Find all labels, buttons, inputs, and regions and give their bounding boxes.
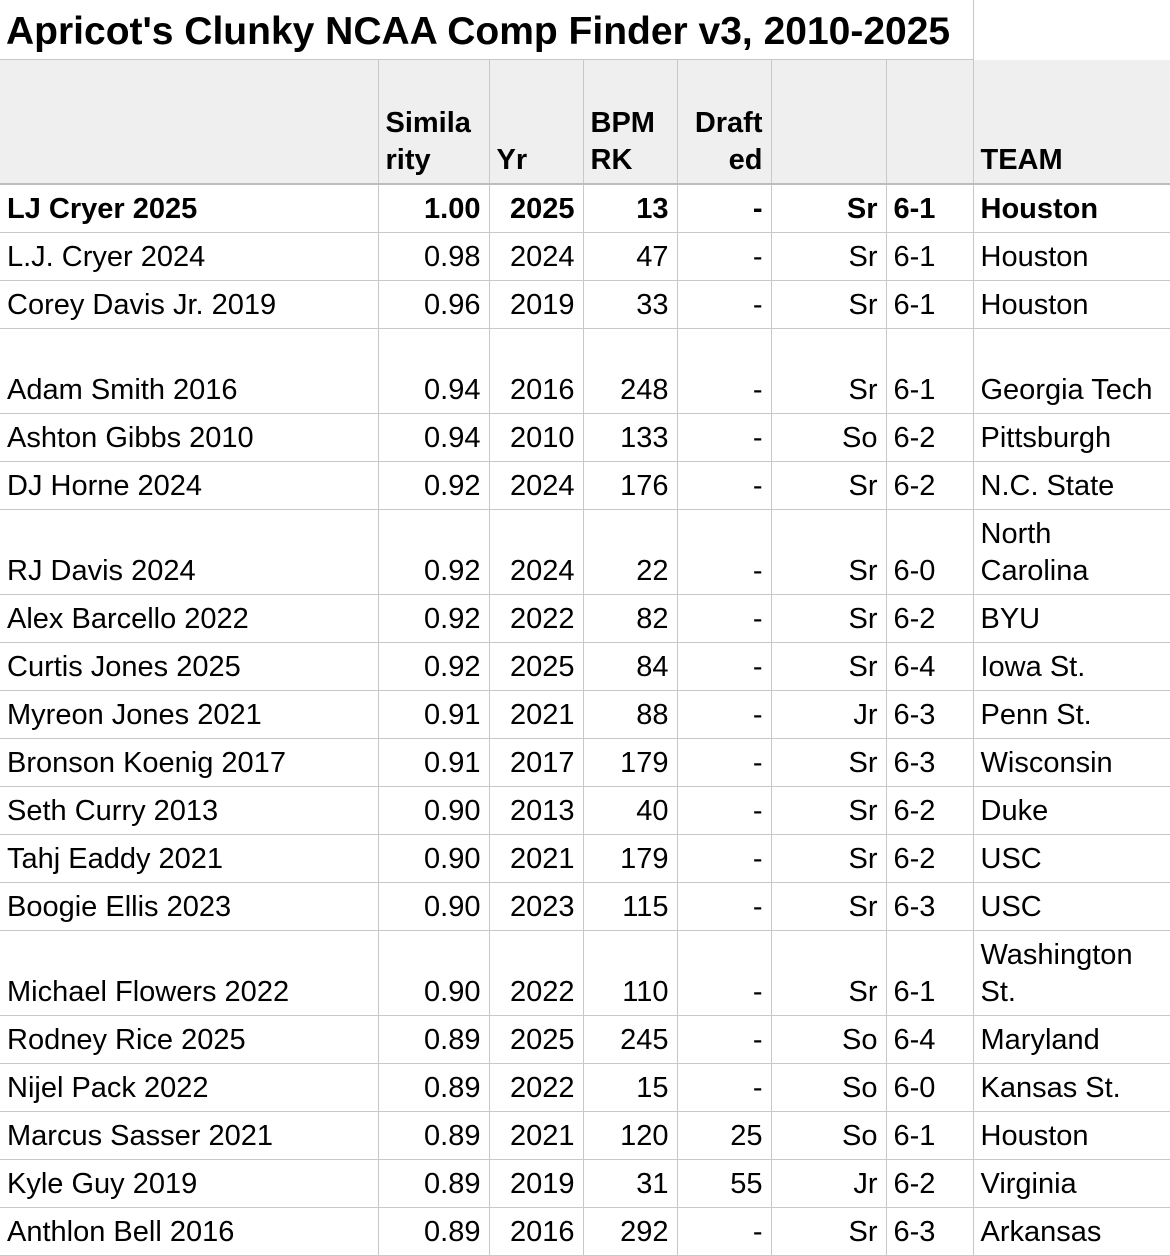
- cell-team[interactable]: Maryland: [973, 1015, 1170, 1063]
- header-height[interactable]: [886, 60, 973, 184]
- cell-similarity[interactable]: 0.90: [378, 882, 489, 930]
- cell-height[interactable]: 6-2: [886, 1159, 973, 1207]
- cell-similarity[interactable]: 0.92: [378, 642, 489, 690]
- cell-height[interactable]: 6-3: [886, 738, 973, 786]
- cell-drafted[interactable]: -: [677, 690, 771, 738]
- cell-height[interactable]: 6-2: [886, 786, 973, 834]
- cell-yr[interactable]: 2022: [489, 930, 583, 1015]
- cell-bpm-rk[interactable]: 13: [583, 184, 677, 232]
- cell-height[interactable]: 6-1: [886, 232, 973, 280]
- cell-similarity[interactable]: 0.92: [378, 461, 489, 509]
- cell-drafted[interactable]: -: [677, 413, 771, 461]
- cell-team[interactable]: Iowa St.: [973, 642, 1170, 690]
- cell-yr[interactable]: 2017: [489, 738, 583, 786]
- cell-drafted[interactable]: -: [677, 834, 771, 882]
- header-team[interactable]: TEAM: [973, 60, 1170, 184]
- table-row: [0, 184, 1170, 232]
- cell-similarity[interactable]: 0.98: [378, 232, 489, 280]
- cell-yr[interactable]: 2021: [489, 690, 583, 738]
- cell-class[interactable]: Sr: [771, 882, 886, 930]
- cell-yr[interactable]: 2023: [489, 882, 583, 930]
- cell-team[interactable]: Kansas St.: [973, 1063, 1170, 1111]
- cell-yr[interactable]: 2024: [489, 461, 583, 509]
- cell-similarity[interactable]: 0.89: [378, 1015, 489, 1063]
- cell-class[interactable]: Sr: [771, 184, 886, 232]
- table-row: [0, 461, 1170, 509]
- cell-team[interactable]: Houston: [973, 1111, 1170, 1159]
- cell-player[interactable]: Ashton Gibbs 2010: [0, 413, 378, 461]
- cell-height[interactable]: 6-1: [886, 328, 973, 413]
- cell-similarity[interactable]: 1.00: [378, 184, 489, 232]
- cell-bpm-rk[interactable]: 110: [583, 930, 677, 1015]
- table-row: [0, 413, 1170, 461]
- cell-player[interactable]: DJ Horne 2024: [0, 461, 378, 509]
- cell-height[interactable]: 6-3: [886, 690, 973, 738]
- cell-bpm-rk[interactable]: 15: [583, 1063, 677, 1111]
- cell-similarity[interactable]: 0.89: [378, 1159, 489, 1207]
- cell-player[interactable]: Nijel Pack 2022: [0, 1063, 378, 1111]
- cell-class[interactable]: Sr: [771, 930, 886, 1015]
- empty-cell[interactable]: [973, 0, 1170, 60]
- cell-similarity[interactable]: 0.89: [378, 1111, 489, 1159]
- cell-drafted[interactable]: -: [677, 882, 771, 930]
- cell-player[interactable]: Anthlon Bell 2016: [0, 1207, 378, 1255]
- cell-bpm-rk[interactable]: 22: [583, 509, 677, 594]
- cell-class[interactable]: Sr: [771, 786, 886, 834]
- cell-similarity[interactable]: 0.96: [378, 280, 489, 328]
- cell-yr[interactable]: 2021: [489, 1111, 583, 1159]
- title-row: [0, 0, 1170, 60]
- cell-height[interactable]: 6-2: [886, 413, 973, 461]
- table-row: [0, 509, 1170, 594]
- table-row: [0, 1063, 1170, 1111]
- header-similarity[interactable]: Simila rity: [378, 60, 489, 184]
- cell-drafted[interactable]: -: [677, 461, 771, 509]
- table-row: [0, 930, 1170, 1015]
- cell-bpm-rk[interactable]: 82: [583, 594, 677, 642]
- cell-height[interactable]: 6-2: [886, 834, 973, 882]
- cell-bpm-rk[interactable]: 47: [583, 232, 677, 280]
- cell-bpm-rk[interactable]: 120: [583, 1111, 677, 1159]
- table-row: [0, 690, 1170, 738]
- cell-team[interactable]: Washington St.: [973, 930, 1170, 1015]
- cell-class[interactable]: So: [771, 1111, 886, 1159]
- cell-bpm-rk[interactable]: 33: [583, 280, 677, 328]
- cell-yr[interactable]: 2019: [489, 1159, 583, 1207]
- cell-class[interactable]: Sr: [771, 232, 886, 280]
- cell-class[interactable]: Sr: [771, 509, 886, 594]
- cell-team[interactable]: Houston: [973, 184, 1170, 232]
- cell-bpm-rk[interactable]: 31: [583, 1159, 677, 1207]
- cell-similarity[interactable]: 0.92: [378, 509, 489, 594]
- cell-similarity[interactable]: 0.91: [378, 690, 489, 738]
- cell-player[interactable]: Adam Smith 2016: [0, 328, 378, 413]
- table-row: [0, 328, 1170, 413]
- cell-yr[interactable]: 2021: [489, 834, 583, 882]
- cell-class[interactable]: Sr: [771, 328, 886, 413]
- cell-class[interactable]: Sr: [771, 594, 886, 642]
- cell-drafted[interactable]: -: [677, 738, 771, 786]
- table-row: [0, 280, 1170, 328]
- cell-team[interactable]: USC: [973, 882, 1170, 930]
- cell-bpm-rk[interactable]: 88: [583, 690, 677, 738]
- header-drafted[interactable]: Draft ed: [677, 60, 771, 184]
- header-row: [0, 60, 1170, 184]
- cell-class[interactable]: Jr: [771, 1159, 886, 1207]
- table-row: [0, 232, 1170, 280]
- cell-yr[interactable]: 2024: [489, 509, 583, 594]
- comp-table: [0, 60, 1170, 1256]
- cell-bpm-rk[interactable]: 176: [583, 461, 677, 509]
- cell-height[interactable]: 6-3: [886, 882, 973, 930]
- cell-class[interactable]: Sr: [771, 280, 886, 328]
- cell-height[interactable]: 6-0: [886, 1063, 973, 1111]
- cell-similarity[interactable]: 0.90: [378, 786, 489, 834]
- cell-player[interactable]: Tahj Eaddy 2021: [0, 834, 378, 882]
- cell-yr[interactable]: 2013: [489, 786, 583, 834]
- cell-team[interactable]: Houston: [973, 280, 1170, 328]
- cell-similarity[interactable]: 0.94: [378, 413, 489, 461]
- cell-similarity[interactable]: 0.91: [378, 738, 489, 786]
- cell-player[interactable]: Corey Davis Jr. 2019: [0, 280, 378, 328]
- table-row: [0, 882, 1170, 930]
- cell-yr[interactable]: 2010: [489, 413, 583, 461]
- cell-height[interactable]: 6-1: [886, 1111, 973, 1159]
- cell-yr[interactable]: 2025: [489, 642, 583, 690]
- cell-player[interactable]: L.J. Cryer 2024: [0, 232, 378, 280]
- cell-drafted[interactable]: -: [677, 509, 771, 594]
- table-row: [0, 1159, 1170, 1207]
- header-player[interactable]: [0, 60, 378, 184]
- cell-player[interactable]: Kyle Guy 2019: [0, 1159, 378, 1207]
- cell-class[interactable]: So: [771, 413, 886, 461]
- cell-drafted[interactable]: -: [677, 1207, 771, 1255]
- table-row: [0, 1015, 1170, 1063]
- cell-team[interactable]: Virginia: [973, 1159, 1170, 1207]
- cell-bpm-rk[interactable]: 179: [583, 834, 677, 882]
- cell-player[interactable]: Boogie Ellis 2023: [0, 882, 378, 930]
- cell-bpm-rk[interactable]: 115: [583, 882, 677, 930]
- cell-drafted[interactable]: -: [677, 1015, 771, 1063]
- table-row: [0, 834, 1170, 882]
- cell-drafted[interactable]: -: [677, 184, 771, 232]
- cell-player[interactable]: Michael Flowers 2022: [0, 930, 378, 1015]
- cell-team[interactable]: Wisconsin: [973, 738, 1170, 786]
- header-bpm-rk[interactable]: BPM RK: [583, 60, 677, 184]
- cell-team[interactable]: Arkansas: [973, 1207, 1170, 1255]
- cell-team[interactable]: Penn St.: [973, 690, 1170, 738]
- cell-bpm-rk[interactable]: 179: [583, 738, 677, 786]
- cell-player[interactable]: LJ Cryer 2025: [0, 184, 378, 232]
- cell-drafted[interactable]: 25: [677, 1111, 771, 1159]
- cell-drafted[interactable]: -: [677, 594, 771, 642]
- cell-bpm-rk[interactable]: 292: [583, 1207, 677, 1255]
- cell-team[interactable]: Duke: [973, 786, 1170, 834]
- table-row: [0, 642, 1170, 690]
- cell-team[interactable]: Georgia Tech: [973, 328, 1170, 413]
- table-row: [0, 1111, 1170, 1159]
- cell-bpm-rk[interactable]: 245: [583, 1015, 677, 1063]
- cell-height[interactable]: 6-0: [886, 509, 973, 594]
- cell-height[interactable]: 6-1: [886, 280, 973, 328]
- cell-drafted[interactable]: 55: [677, 1159, 771, 1207]
- cell-bpm-rk[interactable]: 84: [583, 642, 677, 690]
- cell-player[interactable]: Alex Barcello 2022: [0, 594, 378, 642]
- cell-player[interactable]: Marcus Sasser 2021: [0, 1111, 378, 1159]
- table-row: [0, 786, 1170, 834]
- cell-bpm-rk[interactable]: 40: [583, 786, 677, 834]
- cell-height[interactable]: 6-2: [886, 461, 973, 509]
- cell-class[interactable]: Jr: [771, 690, 886, 738]
- cell-height[interactable]: 6-3: [886, 1207, 973, 1255]
- cell-class[interactable]: Sr: [771, 834, 886, 882]
- header-yr[interactable]: Yr: [489, 60, 583, 184]
- cell-player[interactable]: Bronson Koenig 2017: [0, 738, 378, 786]
- table-row: [0, 738, 1170, 786]
- cell-player[interactable]: Seth Curry 2013: [0, 786, 378, 834]
- cell-player[interactable]: Myreon Jones 2021: [0, 690, 378, 738]
- table-row: [0, 1207, 1170, 1255]
- cell-yr[interactable]: 2016: [489, 328, 583, 413]
- cell-similarity[interactable]: 0.90: [378, 930, 489, 1015]
- sheet-title[interactable]: Apricot's Clunky NCAA Comp Finder v3, 2010-2025: [6, 10, 951, 53]
- cell-yr[interactable]: 2022: [489, 594, 583, 642]
- cell-team[interactable]: USC: [973, 834, 1170, 882]
- cell-class[interactable]: So: [771, 1063, 886, 1111]
- cell-similarity[interactable]: 0.89: [378, 1207, 489, 1255]
- cell-similarity[interactable]: 0.89: [378, 1063, 489, 1111]
- cell-team[interactable]: Houston: [973, 232, 1170, 280]
- header-class[interactable]: [771, 60, 886, 184]
- cell-drafted[interactable]: -: [677, 642, 771, 690]
- cell-class[interactable]: Sr: [771, 1207, 886, 1255]
- cell-height[interactable]: 6-1: [886, 184, 973, 232]
- cell-team[interactable]: N.C. State: [973, 461, 1170, 509]
- cell-yr[interactable]: 2016: [489, 1207, 583, 1255]
- cell-height[interactable]: 6-2: [886, 594, 973, 642]
- cell-similarity[interactable]: 0.92: [378, 594, 489, 642]
- cell-height[interactable]: 6-4: [886, 642, 973, 690]
- cell-height[interactable]: 6-4: [886, 1015, 973, 1063]
- cell-class[interactable]: Sr: [771, 461, 886, 509]
- cell-height[interactable]: 6-1: [886, 930, 973, 1015]
- cell-team[interactable]: BYU: [973, 594, 1170, 642]
- cell-bpm-rk[interactable]: 133: [583, 413, 677, 461]
- cell-drafted[interactable]: -: [677, 1063, 771, 1111]
- cell-yr[interactable]: 2024: [489, 232, 583, 280]
- cell-class[interactable]: So: [771, 1015, 886, 1063]
- cell-class[interactable]: Sr: [771, 642, 886, 690]
- cell-drafted[interactable]: -: [677, 280, 771, 328]
- cell-drafted[interactable]: -: [677, 328, 771, 413]
- cell-yr[interactable]: 2025: [489, 184, 583, 232]
- cell-yr[interactable]: 2022: [489, 1063, 583, 1111]
- cell-team[interactable]: Pittsburgh: [973, 413, 1170, 461]
- cell-yr[interactable]: 2025: [489, 1015, 583, 1063]
- cell-bpm-rk[interactable]: 248: [583, 328, 677, 413]
- cell-team[interactable]: North Carolina: [973, 509, 1170, 594]
- cell-class[interactable]: Sr: [771, 738, 886, 786]
- cell-drafted[interactable]: -: [677, 930, 771, 1015]
- cell-drafted[interactable]: -: [677, 786, 771, 834]
- cell-similarity[interactable]: 0.90: [378, 834, 489, 882]
- cell-yr[interactable]: 2019: [489, 280, 583, 328]
- cell-player[interactable]: RJ Davis 2024: [0, 509, 378, 594]
- cell-similarity[interactable]: 0.94: [378, 328, 489, 413]
- cell-player[interactable]: Rodney Rice 2025: [0, 1015, 378, 1063]
- cell-drafted[interactable]: -: [677, 232, 771, 280]
- table-row: [0, 594, 1170, 642]
- cell-player[interactable]: Curtis Jones 2025: [0, 642, 378, 690]
